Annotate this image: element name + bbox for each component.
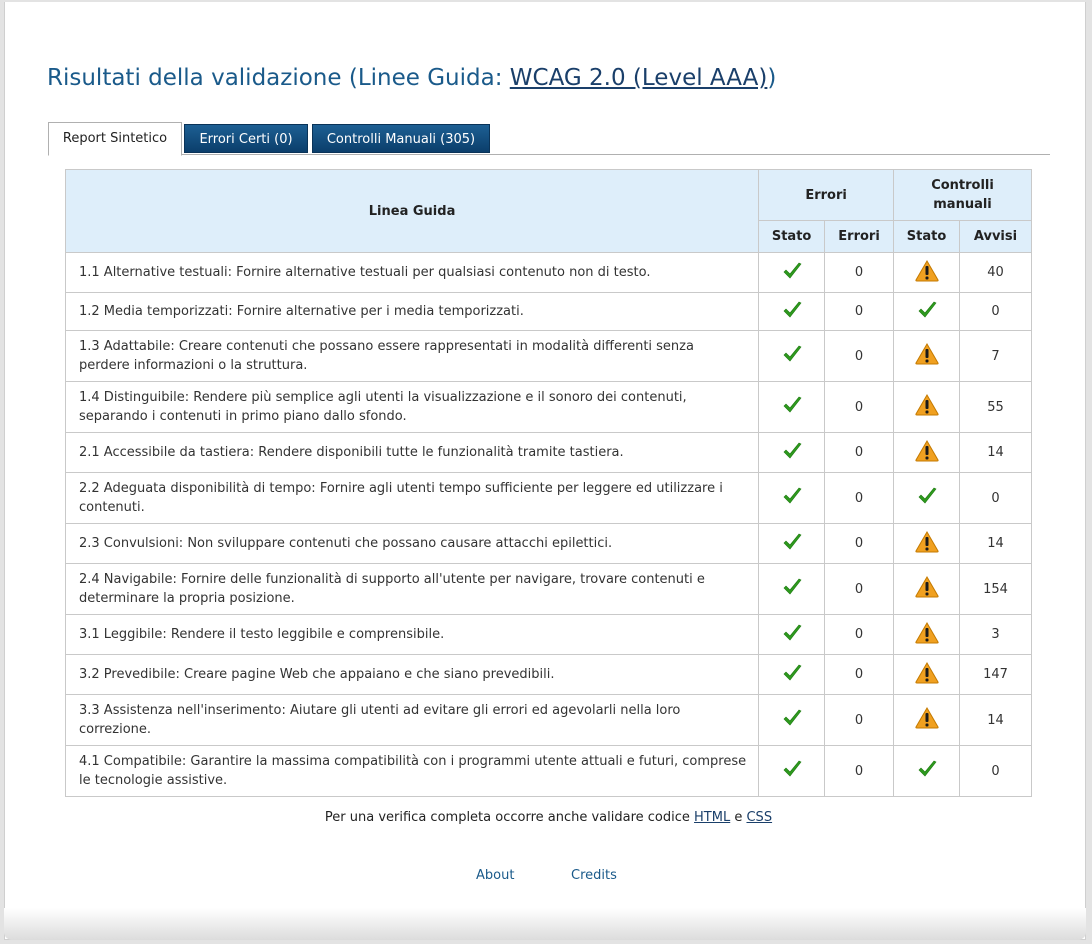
errors-count-cell: 0 <box>825 695 894 746</box>
table-row <box>66 615 1032 655</box>
guideline-cell: 2.3 Convulsioni: Non sviluppare contenuti che possano causare attacchi epilettici. <box>66 524 759 564</box>
html-validator-link[interactable]: HTML <box>694 810 731 825</box>
errors-count-cell: 0 <box>825 564 894 615</box>
header-stato: Stato <box>759 221 825 253</box>
check-icon <box>782 395 802 419</box>
report-table <box>65 169 1032 797</box>
guidelines-link[interactable]: WCAG 2.0 (Level AAA) <box>509 65 768 91</box>
guideline-cell: 2.4 Navigabile: Fornire delle funzionalità di supporto all'utente per navigare, trovare contenuti e determinare la propria posizione. <box>66 564 759 615</box>
check-icon <box>782 577 802 601</box>
warning-icon <box>915 662 939 688</box>
table-row <box>66 746 1032 797</box>
guideline-cell: 3.2 Prevedibile: Creare pagine Web che appaiano e che siano prevedibili. <box>66 655 759 695</box>
manual-status-cell <box>894 564 960 615</box>
table-row <box>66 293 1032 331</box>
warning-icon <box>915 576 939 602</box>
manual-status-cell <box>894 331 960 382</box>
errors-count-cell: 0 <box>825 382 894 433</box>
errors-count-cell: 0 <box>825 253 894 293</box>
errors-count-cell: 0 <box>825 615 894 655</box>
errors-status-cell <box>759 433 825 473</box>
manual-status-cell <box>894 695 960 746</box>
errors-status-cell <box>759 382 825 433</box>
check-icon <box>782 532 802 556</box>
warnings-count-cell: 14 <box>960 524 1032 564</box>
page-footer-shade <box>4 908 1086 940</box>
guideline-cell: 3.3 Assistenza nell'inserimento: Aiutare gli utenti ad evitare gli errori ed agevolarli nella loro correzione. <box>66 695 759 746</box>
check-icon <box>782 300 802 324</box>
tab-report-sintetico[interactable]: Report Sintetico <box>48 122 182 156</box>
manual-status-cell <box>894 746 960 797</box>
table-row <box>66 695 1032 746</box>
guideline-cell: 1.4 Distinguibile: Rendere più semplice agli utenti la visualizzazione e il sonoro dei contenuti, separando i contenuti in primo piano dallo sfondo. <box>66 382 759 433</box>
warnings-count-cell: 7 <box>960 331 1032 382</box>
check-icon <box>782 486 802 510</box>
errors-status-cell <box>759 564 825 615</box>
page-title <box>47 65 776 91</box>
tab-controlli-manuali[interactable]: Controlli Manuali (305) <box>312 124 490 153</box>
warnings-count-cell: 154 <box>960 564 1032 615</box>
manual-status-cell <box>894 524 960 564</box>
warnings-count-cell: 0 <box>960 473 1032 524</box>
check-icon <box>917 300 937 324</box>
warnings-count-cell: 14 <box>960 695 1032 746</box>
manual-status-cell <box>894 655 960 695</box>
warnings-count-cell: 0 <box>960 746 1032 797</box>
header-stato-manuali: Stato <box>894 221 960 253</box>
guideline-cell: 1.3 Adattabile: Creare contenuti che possano essere rappresentati in modalità differenti senza perdere informazioni o la struttura. <box>66 331 759 382</box>
note-text: Per una verifica completa occorre anche validare codice <box>324 810 695 825</box>
header-errori: Errori <box>825 221 894 253</box>
table-row <box>66 564 1032 615</box>
warning-icon <box>915 707 939 733</box>
page-title-suffix: ) <box>767 65 777 91</box>
page-title-prefix: Risultati della validazione (Linee Guida: <box>47 65 510 91</box>
manual-status-cell <box>894 615 960 655</box>
warnings-count-cell: 14 <box>960 433 1032 473</box>
warning-icon <box>915 260 939 286</box>
check-icon <box>917 486 937 510</box>
errors-status-cell <box>759 331 825 382</box>
errors-status-cell <box>759 655 825 695</box>
note-conj: e <box>730 810 747 825</box>
errors-status-cell <box>759 524 825 564</box>
guideline-cell: 3.1 Leggibile: Rendere il testo leggibile e comprensibile. <box>66 615 759 655</box>
css-validator-link[interactable]: CSS <box>746 810 773 825</box>
table-row <box>66 524 1032 564</box>
check-icon <box>782 441 802 465</box>
warnings-count-cell: 55 <box>960 382 1032 433</box>
table-row <box>66 655 1032 695</box>
guideline-cell: 1.1 Alternative testuali: Fornire alternative testuali per qualsiasi contenuto non di testo. <box>66 253 759 293</box>
validation-note <box>0 810 1092 825</box>
header-errori-group: Errori <box>759 170 894 221</box>
errors-count-cell: 0 <box>825 524 894 564</box>
warning-icon <box>915 343 939 369</box>
manual-status-cell <box>894 382 960 433</box>
check-icon <box>782 663 802 687</box>
check-icon <box>782 708 802 732</box>
errors-count-cell: 0 <box>825 293 894 331</box>
about-link[interactable]: About <box>476 868 515 883</box>
warning-icon <box>915 394 939 420</box>
warnings-count-cell: 147 <box>960 655 1032 695</box>
table-row <box>66 331 1032 382</box>
check-icon <box>782 344 802 368</box>
guideline-cell: 2.1 Accessibile da tastiera: Rendere disponibili tutte le funzionalità tramite tastiera. <box>66 433 759 473</box>
warning-icon <box>915 531 939 557</box>
manual-status-cell <box>894 433 960 473</box>
manual-status-cell <box>894 253 960 293</box>
errors-status-cell <box>759 473 825 524</box>
tab-bar <box>48 122 1050 156</box>
errors-count-cell: 0 <box>825 655 894 695</box>
credits-link[interactable]: Credits <box>571 868 617 883</box>
tab-errori-certi[interactable]: Errori Certi (0) <box>184 124 308 153</box>
guideline-cell: 2.2 Adeguata disponibilità di tempo: Fornire agli utenti tempo sufficiente per leggere ed utilizzare i contenuti. <box>66 473 759 524</box>
report-body <box>66 253 1032 797</box>
errors-status-cell <box>759 695 825 746</box>
check-icon <box>917 759 937 783</box>
manual-status-cell <box>894 293 960 331</box>
check-icon <box>782 623 802 647</box>
errors-count-cell: 0 <box>825 433 894 473</box>
check-icon <box>782 261 802 285</box>
errors-count-cell: 0 <box>825 473 894 524</box>
check-icon <box>782 759 802 783</box>
table-row <box>66 473 1032 524</box>
guideline-cell: 4.1 Compatibile: Garantire la massima compatibilità con i programmi utente attuali e futuri, comprese le tecnologie assistive. <box>66 746 759 797</box>
guideline-cell: 1.2 Media temporizzati: Fornire alternative per i media temporizzati. <box>66 293 759 331</box>
header-linea-guida: Linea Guida <box>66 170 759 253</box>
warnings-count-cell: 0 <box>960 293 1032 331</box>
table-row <box>66 382 1032 433</box>
header-avvisi: Avvisi <box>960 221 1032 253</box>
errors-count-cell: 0 <box>825 331 894 382</box>
warnings-count-cell: 3 <box>960 615 1032 655</box>
table-row <box>66 253 1032 293</box>
warning-icon <box>915 622 939 648</box>
errors-count-cell: 0 <box>825 746 894 797</box>
table-row <box>66 433 1032 473</box>
warnings-count-cell: 40 <box>960 253 1032 293</box>
tab-divider <box>48 154 1050 155</box>
errors-status-cell <box>759 615 825 655</box>
errors-status-cell <box>759 253 825 293</box>
header-controlli-manuali-group: Controlli manuali <box>894 170 1032 221</box>
warning-icon <box>915 440 939 466</box>
manual-status-cell <box>894 473 960 524</box>
errors-status-cell <box>759 293 825 331</box>
errors-status-cell <box>759 746 825 797</box>
